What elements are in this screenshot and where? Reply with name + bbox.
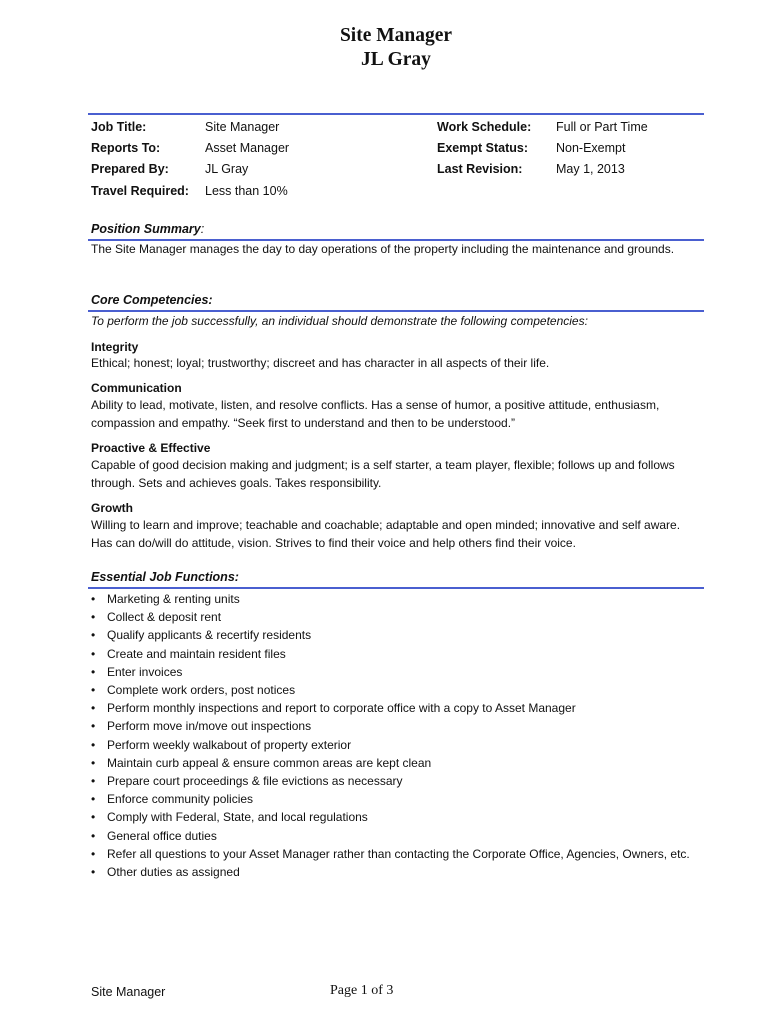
bullet-icon: • (91, 846, 96, 861)
work-schedule-value: Full or Part Time (556, 120, 648, 134)
list-item (91, 790, 711, 808)
last-revision-value: May 1, 2013 (556, 162, 625, 176)
last-revision-label: Last Revision: (437, 162, 523, 176)
list-item-text: Collect & deposit rent (107, 610, 222, 625)
list-item (91, 681, 711, 699)
bullet-icon: • (91, 755, 96, 770)
competency-name-communication: Communication (91, 381, 182, 395)
list-item (91, 772, 711, 790)
list-item (91, 736, 711, 754)
bullet-icon: • (91, 810, 96, 825)
document-title: Site Manager (339, 25, 453, 46)
list-item-text: Other duties as assigned (107, 865, 240, 880)
travel-required-value: Less than 10% (205, 184, 288, 198)
competency-desc-communication: Ability to lead, motivate, listen, and resolve conflicts. Has a sense of humor, a positive attitude, enthusiasm, compassion and empathy. “Seek first to understand and then to be understood.” (91, 398, 660, 430)
competency-desc-integrity: Ethical; honest; loyal; trustworthy; discreet and has character in all aspects of their life. (91, 356, 550, 370)
bullet-icon: • (91, 865, 96, 880)
list-item (91, 626, 711, 644)
list-item (91, 608, 711, 626)
exempt-status-value: Non-Exempt (556, 141, 626, 155)
travel-required-label: Travel Required: (91, 184, 189, 198)
essential-functions-rule (88, 587, 704, 589)
prepared-by-label: Prepared By: (91, 162, 169, 176)
header-rule (88, 113, 704, 115)
bullet-icon: • (91, 628, 96, 643)
list-item-text: Enforce community policies (107, 792, 254, 807)
list-item (91, 645, 711, 663)
bullet-icon: • (91, 664, 96, 679)
bullet-icon: • (91, 646, 96, 661)
job-title-value: Site Manager (205, 120, 280, 134)
list-item (91, 590, 711, 608)
document-subtitle: JL Gray (361, 49, 431, 70)
position-summary-heading-text: Position Summary (91, 222, 201, 236)
competency-desc-proactive: Capable of good decision making and judgment; is a self starter, a team player, flexible; follows up and follows through. Sets and achieves goals. Takes responsibility. (91, 458, 675, 490)
exempt-status-label: Exempt Status: (437, 141, 528, 155)
list-item-text: Refer all questions to your Asset Manager rather than contacting the Corporate Office, Agencies, Owners, etc. (107, 846, 690, 861)
list-item-text: Perform move in/move out inspections (107, 719, 312, 734)
competency-name-integrity: Integrity (91, 340, 139, 354)
core-competencies-intro: To perform the job successfully, an individual should demonstrate the following competencies: (91, 314, 588, 328)
bullet-icon: • (91, 701, 96, 716)
list-item-text: Comply with Federal, State, and local regulations (107, 810, 368, 825)
reports-to-label: Reports To: (91, 141, 161, 155)
reports-to-value: Asset Manager (205, 141, 290, 155)
list-item-text: Create and maintain resident files (107, 646, 286, 661)
list-item (91, 845, 711, 863)
competency-name-growth: Growth (91, 501, 133, 515)
list-item-text: Perform weekly walkabout of property exterior (107, 737, 352, 752)
list-item-text: Enter invoices (107, 664, 183, 679)
list-item-text: Marketing & renting units (107, 592, 240, 606)
prepared-by-value: JL Gray (205, 162, 249, 176)
position-summary-heading (91, 221, 204, 237)
footer-page-number: Page 1 of 3 (330, 983, 394, 998)
list-item-text: Perform monthly inspections and report to corporate office with a copy to Asset Manager (107, 701, 576, 716)
bullet-icon: • (91, 792, 96, 807)
list-item (91, 827, 711, 845)
bullet-icon: • (91, 610, 96, 625)
competency-name-proactive: Proactive & Effective (91, 441, 211, 455)
work-schedule-label: Work Schedule: (437, 120, 532, 134)
list-item-text: Maintain curb appeal & ensure common areas are kept clean (107, 755, 432, 770)
bullet-icon: • (91, 683, 96, 698)
list-item-text: General office duties (107, 828, 217, 843)
list-item (91, 754, 711, 772)
bullet-icon: • (91, 774, 96, 789)
list-item (91, 808, 711, 826)
list-item (91, 717, 711, 735)
list-item (91, 663, 711, 681)
footer-document-name: Site Manager (91, 985, 166, 999)
core-competencies-heading: Core Competencies: (91, 293, 213, 307)
list-item (91, 863, 711, 881)
core-competencies-rule (88, 310, 704, 312)
list-item-text: Prepare court proceedings & file evictions as necessary (107, 774, 403, 789)
essential-functions-list (91, 590, 711, 881)
competency-desc-growth: Willing to learn and improve; teachable and coachable; adaptable and open minded; innovative and self aware. Has can do/will do attitude, vision. Strives to find their voice and help others find their voice. (91, 518, 681, 550)
list-item-text: Complete work orders, post notices (107, 683, 296, 698)
list-item (91, 699, 711, 717)
position-summary-text: The Site Manager manages the day to day operations of the property including the maintenance and grounds. (91, 242, 675, 256)
position-summary-heading-colon: : (200, 222, 205, 236)
bullet-icon: • (91, 828, 96, 843)
bullet-icon: • (91, 737, 96, 752)
list-item-text: Qualify applicants & recertify residents (107, 628, 312, 643)
bullet-icon: • (91, 719, 96, 734)
bullet-icon: • (91, 592, 96, 606)
job-title-label: Job Title: (91, 120, 147, 134)
essential-functions-heading: Essential Job Functions: (91, 570, 239, 584)
